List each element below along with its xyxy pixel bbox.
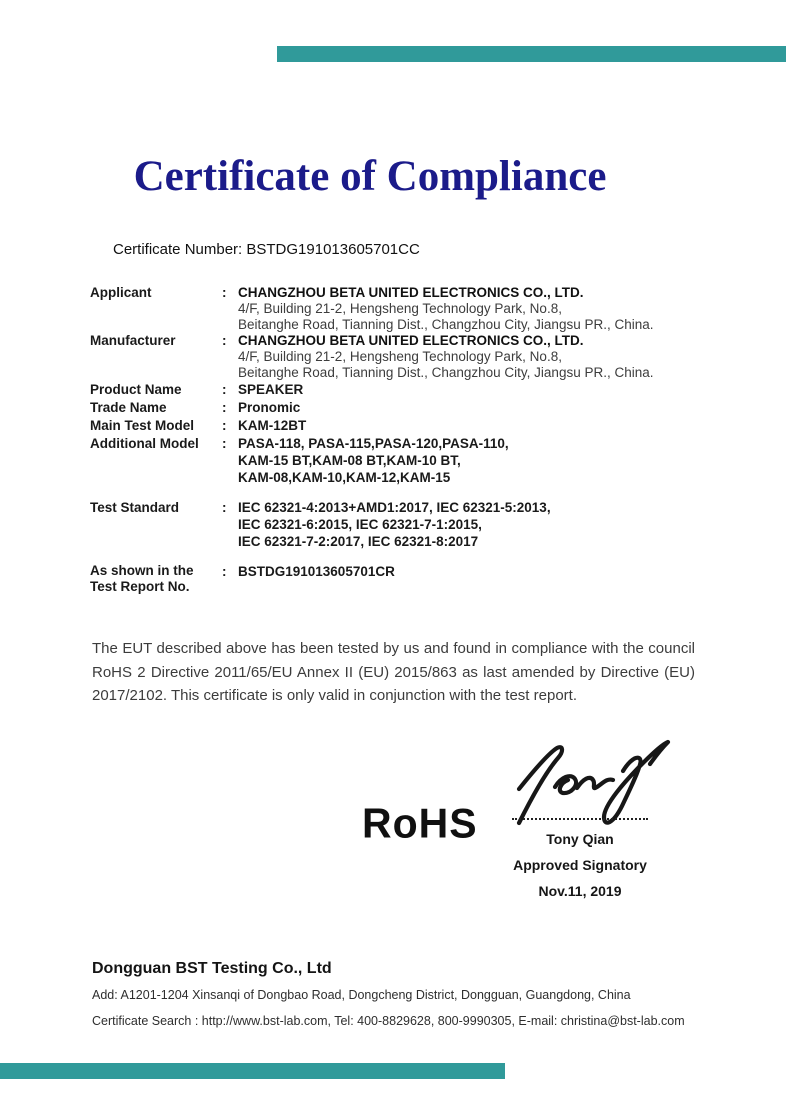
test-standard-value — [238, 499, 706, 550]
test-report-label-line2: Test Report No. — [90, 579, 190, 594]
applicant-company: CHANGZHOU BETA UNITED ELECTRONICS CO., LTD. — [238, 285, 584, 300]
colon: : — [222, 436, 227, 451]
manufacturer-address-line2: Beitanghe Road, Tianning Dist., Changzhou City, Jiangsu PR., China. — [238, 365, 654, 380]
colon: : — [222, 400, 227, 415]
colon: : — [222, 333, 227, 348]
colon: : — [222, 564, 227, 579]
manufacturer-label: Manufacturer — [90, 333, 176, 348]
certificate-number: Certificate Number: BSTDG191013605701CC — [113, 241, 420, 258]
test-standard-line: IEC 62321-7-2:2017, IEC 62321-8:2017 — [238, 534, 479, 549]
additional-model-label: Additional Model — [90, 436, 199, 451]
additional-model-line: KAM-15 BT,KAM-08 BT,KAM-10 BT, — [238, 453, 461, 468]
signature-icon — [505, 731, 677, 827]
field-row-product-name — [90, 381, 706, 399]
trade-name-label: Trade Name — [90, 400, 167, 415]
field-row-main-test-model — [90, 417, 706, 435]
colon: : — [222, 418, 227, 433]
compliance-statement: The EUT described above has been tested by us and found in compliance with the council RoHS 2 Directive 2011/65/EU Annex II (EU) 2015/863 as last amended by Directive (EU) 2017/2102. This certificate is only valid in conjunction with the test report. — [92, 640, 695, 704]
field-row-applicant — [90, 285, 706, 333]
manufacturer-company: CHANGZHOU BETA UNITED ELECTRONICS CO., LTD. — [238, 333, 584, 348]
additional-model-value — [238, 435, 706, 486]
rohs-mark: RoHS — [362, 799, 478, 847]
signature-handwriting — [505, 731, 677, 832]
certificate-fields — [90, 285, 706, 595]
product-name-value: SPEAKER — [238, 382, 304, 397]
signatory-title: Approved Signatory — [513, 857, 647, 873]
field-row-additional-model — [90, 435, 706, 486]
signature-dotted-line — [512, 818, 648, 820]
test-standard-line: IEC 62321-4:2013+AMD1:2017, IEC 62321-5:2013, — [238, 500, 551, 515]
bottom-accent-bar — [0, 1063, 505, 1079]
main-test-model-label: Main Test Model — [90, 418, 195, 433]
footer-contact-line: Certificate Search : http://www.bst-lab.com, Tel: 400-8829628, 800-9990305, E-mail: christina@bst-lab.com — [92, 1014, 685, 1028]
page-title: Certificate of Compliance — [133, 153, 607, 200]
product-name-label: Product Name — [90, 382, 182, 397]
test-report-value: BSTDG191013605701CR — [238, 564, 395, 579]
main-test-model-value: KAM-12BT — [238, 418, 307, 433]
field-row-manufacturer — [90, 333, 706, 381]
manufacturer-address-line1: 4/F, Building 21-2, Hengsheng Technology Park, No.8, — [238, 349, 562, 364]
footer-lab-address: Add: A1201-1204 Xinsanqi of Dongbao Road, Dongcheng District, Dongguan, Guangdong, China — [92, 988, 631, 1002]
field-row-trade-name — [90, 399, 706, 417]
footer-lab-name: Dongguan BST Testing Co., Ltd — [92, 960, 332, 977]
test-report-label-line1: As shown in the — [90, 563, 194, 578]
applicant-address-line1: 4/F, Building 21-2, Hengsheng Technology Park, No.8, — [238, 301, 562, 316]
applicant-label: Applicant — [90, 285, 152, 300]
colon: : — [222, 500, 227, 515]
field-row-test-report — [90, 563, 706, 595]
manufacturer-value — [238, 333, 706, 381]
test-standard-label: Test Standard — [90, 500, 180, 515]
colon: : — [222, 285, 227, 300]
top-accent-bar — [277, 46, 786, 62]
trade-name-value: Pronomic — [238, 400, 301, 415]
signature-date: Nov.11, 2019 — [538, 883, 622, 899]
additional-model-line: KAM-08,KAM-10,KAM-12,KAM-15 — [238, 470, 451, 485]
test-standard-line: IEC 62321-6:2015, IEC 62321-7-1:2015, — [238, 517, 482, 532]
colon: : — [222, 382, 227, 397]
test-report-label — [90, 563, 222, 595]
applicant-value — [238, 285, 706, 333]
field-row-test-standard — [90, 499, 706, 550]
signatory-name: Tony Qian — [546, 831, 614, 847]
applicant-address-line2: Beitanghe Road, Tianning Dist., Changzhou City, Jiangsu PR., China. — [238, 317, 654, 332]
additional-model-line: PASA-118, PASA-115,PASA-120,PASA-110, — [238, 436, 509, 451]
